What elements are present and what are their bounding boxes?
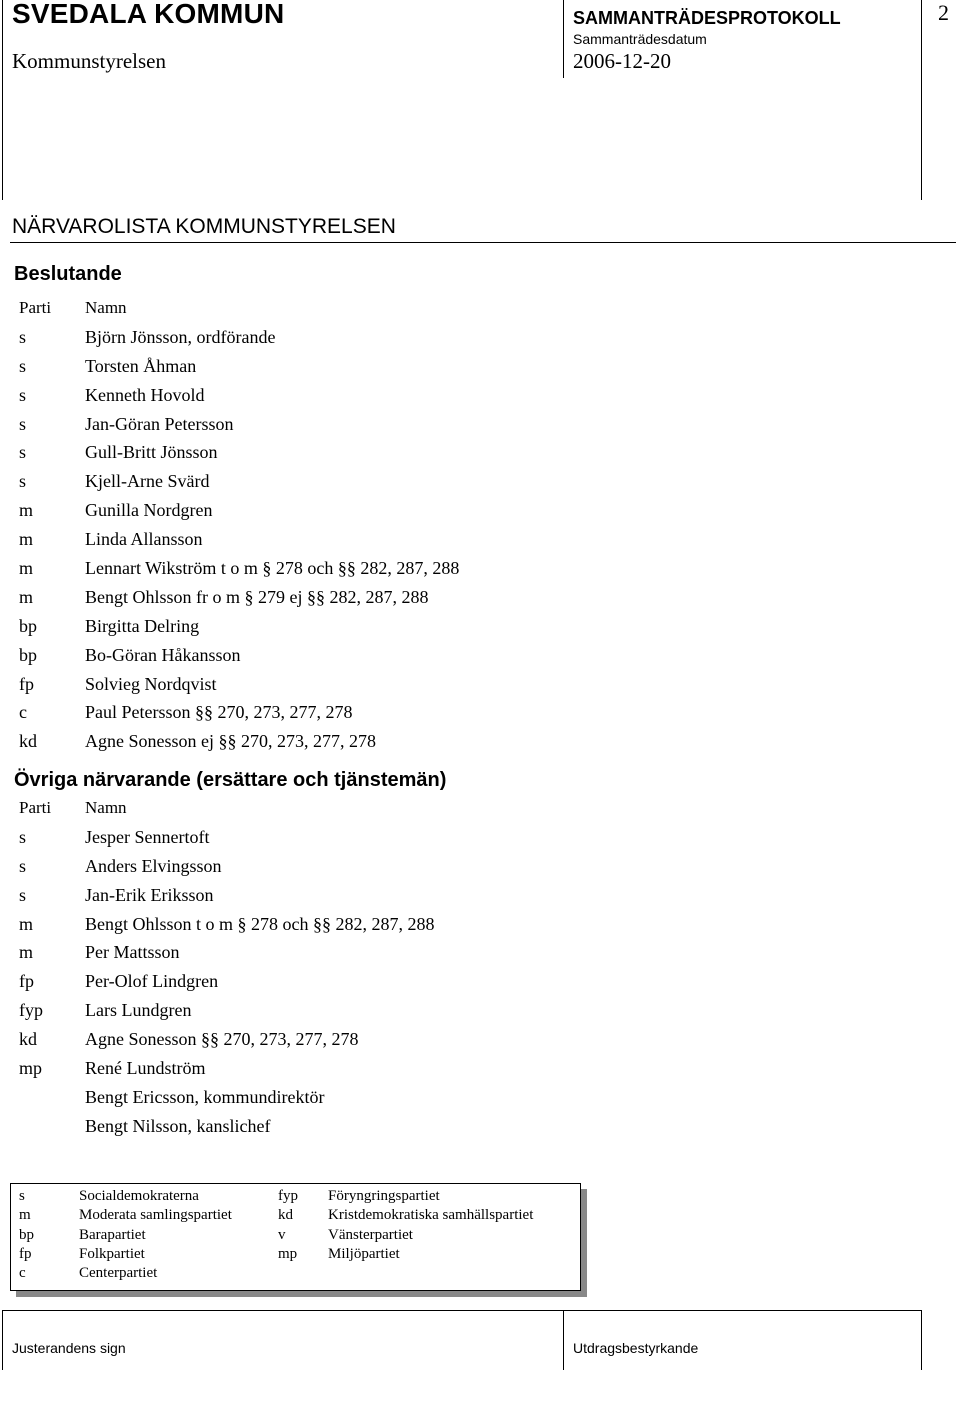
meeting-date-label: Sammanträdesdatum [573, 31, 707, 47]
member-name: Kenneth Hovold [85, 384, 205, 405]
header-divider-line [2, 0, 3, 200]
legend-abbr: m [19, 1207, 31, 1224]
footer-divider-line [563, 1310, 564, 1370]
member-name: Gull-Britt Jönsson [85, 442, 218, 463]
party-code: bp [19, 615, 37, 636]
header-divider-line [921, 0, 922, 200]
member-name: Lennart Wikström t o m § 278 och §§ 282, 287, 288 [85, 558, 460, 579]
legend-party: Centerpartiet [79, 1265, 158, 1282]
member-name: Paul Petersson §§ 270, 273, 277, 278 [85, 702, 353, 723]
legend-abbr: fp [19, 1245, 32, 1262]
member-name: Torsten Åhman [85, 355, 197, 376]
party-code: s [19, 826, 27, 847]
organization-name: SVEDALA KOMMUN [12, 0, 285, 29]
board-name: Kommunstyrelsen [12, 49, 166, 73]
legend-party: Miljöpartiet [328, 1245, 400, 1262]
legend-party: Vänsterpartiet [328, 1226, 413, 1243]
legend-party: Kristdemokratiska samhällspartiet [328, 1207, 534, 1224]
party-code: s [19, 355, 27, 376]
member-name: Bo-Göran Håkansson [85, 644, 241, 665]
party-code: fp [19, 673, 34, 694]
footer-top-line [2, 1310, 922, 1311]
party-code: fyp [19, 1000, 43, 1021]
party-code: s [19, 855, 27, 876]
legend-abbr: c [19, 1265, 26, 1282]
attendee-name: Anders Elvingsson [85, 855, 222, 876]
party-code: m [19, 558, 34, 579]
member-name: Bengt Ohlsson fr o m § 279 ej §§ 282, 287, 288 [85, 586, 429, 607]
attendee-name: Lars Lundgren [85, 1000, 192, 1021]
member-name: Kjell-Arne Svärd [85, 471, 210, 492]
party-code: bp [19, 644, 37, 665]
legend-party: Folkpartiet [79, 1245, 145, 1262]
legend-abbr: bp [19, 1226, 34, 1243]
party-code: s [19, 471, 27, 492]
party-code: fp [19, 971, 34, 992]
attendance-list-title: NÄRVAROLISTA KOMMUNSTYRELSEN [12, 215, 396, 238]
attendee-name: Bengt Ohlsson t o m § 278 och §§ 282, 287, 288 [85, 913, 435, 934]
attendee-name: Per-Olof Lindgren [85, 971, 219, 992]
attendee-name: René Lundström [85, 1058, 206, 1079]
footer-divider-line [921, 1310, 922, 1370]
attendee-name: Agne Sonesson §§ 270, 273, 277, 278 [85, 1029, 359, 1050]
footer-divider-line [2, 1310, 3, 1370]
attendee-name: Bengt Nilsson, kanslichef [85, 1115, 271, 1136]
party-code: s [19, 413, 27, 434]
legend-party: Föryngringspartiet [328, 1188, 440, 1204]
party-code: s [19, 442, 27, 463]
meeting-date: 2006-12-20 [573, 49, 671, 73]
attendee-name: Bengt Ericsson, kommundirektör [85, 1086, 325, 1107]
party-code: s [19, 384, 27, 405]
party-code: kd [19, 1029, 37, 1050]
legend-party: Moderata samlingspartiet [79, 1207, 232, 1224]
party-code: m [19, 529, 34, 550]
document-type: SAMMANTRÄDESPROTOKOLL [573, 8, 841, 28]
attendee-name: Per Mattsson [85, 942, 180, 963]
member-name: Björn Jönsson, ordförande [85, 326, 276, 347]
member-name: Jan-Göran Petersson [85, 413, 234, 434]
attendee-name: Jan-Erik Eriksson [85, 884, 214, 905]
adjuster-signature-label: Justerandens sign [12, 1340, 126, 1356]
party-code: s [19, 884, 27, 905]
party-code: mp [19, 1058, 43, 1079]
legend-abbr: v [278, 1226, 286, 1243]
party-code: m [19, 942, 34, 963]
member-name: Linda Allansson [85, 529, 203, 550]
party-column-header: Parti [19, 298, 52, 317]
legend-abbr: s [19, 1188, 25, 1204]
member-name: Solvieg Nordqvist [85, 673, 217, 694]
legend-abbr: fyp [278, 1188, 298, 1204]
name-column-header: Namn [85, 798, 127, 817]
party-code: s [19, 326, 27, 347]
party-code: c [19, 702, 27, 723]
title-underline [10, 242, 956, 243]
decision-makers-heading: Beslutande [14, 263, 122, 285]
other-attendees-heading: Övriga närvarande (ersättare och tjänstemän) [14, 769, 447, 791]
party-code: kd [19, 731, 37, 752]
header-divider-line [563, 0, 564, 78]
member-name: Agne Sonesson ej §§ 270, 273, 277, 278 [85, 731, 376, 752]
party-code: m [19, 500, 34, 521]
legend-party: Socialdemokraterna [79, 1188, 199, 1204]
legend-abbr: mp [278, 1245, 298, 1262]
name-column-header: Namn [85, 298, 127, 317]
party-code: m [19, 913, 34, 934]
party-column-header: Parti [19, 798, 52, 817]
member-name: Gunilla Nordgren [85, 500, 213, 521]
member-name: Birgitta Delring [85, 615, 200, 636]
extract-certification-label: Utdragsbestyrkande [573, 1340, 699, 1356]
page-number: 2 [938, 0, 949, 25]
attendee-name: Jesper Sennertoft [85, 826, 210, 847]
legend-abbr: kd [278, 1207, 293, 1224]
party-legend-box [10, 1183, 581, 1291]
legend-party: Barapartiet [79, 1226, 146, 1243]
party-code: m [19, 586, 34, 607]
